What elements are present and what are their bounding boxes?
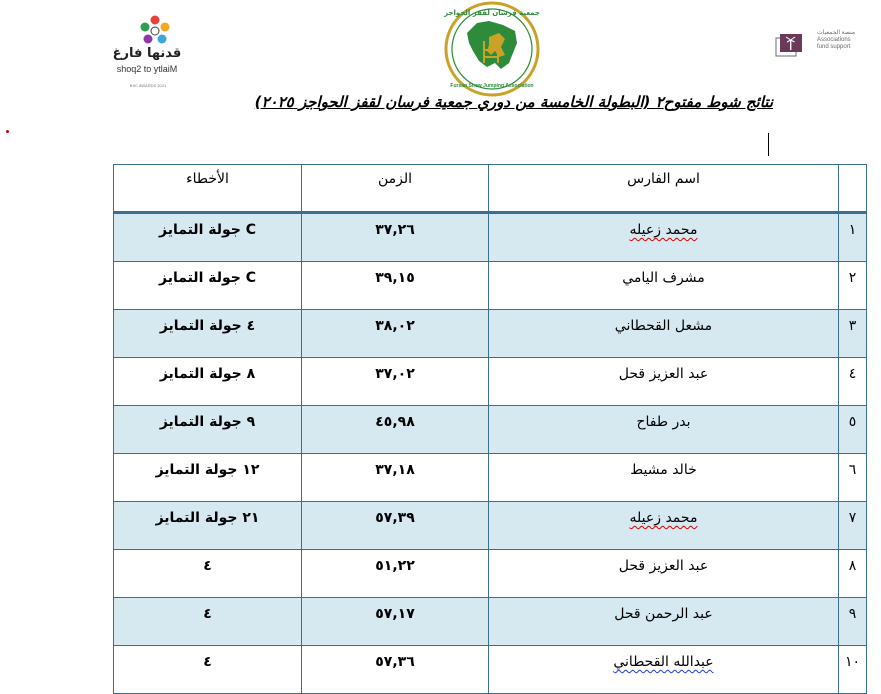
- ride-time: ٣٧,١٨: [302, 454, 489, 502]
- rider-name: عبد العزيز قحل: [489, 358, 839, 406]
- text-cursor: [768, 133, 769, 156]
- ride-time: ٥٧,٣٩: [302, 502, 489, 550]
- right-logo-text: [817, 30, 867, 51]
- row-index: ٥: [839, 406, 867, 454]
- right-sponsor-logo: [776, 28, 866, 64]
- table-row: [114, 262, 867, 310]
- palm-emblem-icon: [776, 32, 810, 60]
- ride-faults: ١٢ جولة التمايز: [114, 454, 302, 502]
- row-index: ٧: [839, 502, 867, 550]
- ride-faults: ٤ جولة التمايز: [114, 310, 302, 358]
- rider-name-text: عبدالله القحطاني: [613, 654, 714, 670]
- ride-faults: ٤: [114, 646, 302, 694]
- stray-red-dot: [6, 130, 9, 133]
- table-row: [114, 598, 867, 646]
- rider-name: خالد مشيط: [489, 454, 839, 502]
- row-index: ١٠: [839, 646, 867, 694]
- rider-name: [489, 213, 839, 262]
- ride-faults: ٤: [114, 550, 302, 598]
- ride-faults: C جولة التمايز: [114, 213, 302, 262]
- row-index: ٦: [839, 454, 867, 502]
- table-row: [114, 550, 867, 598]
- ride-faults: C جولة التمايز: [114, 262, 302, 310]
- ride-time: ٤٥,٩٨: [302, 406, 489, 454]
- ride-time: ٣٨,٠٢: [302, 310, 489, 358]
- rider-name: [489, 502, 839, 550]
- row-index: ٤: [839, 358, 867, 406]
- table-row: [114, 454, 867, 502]
- table-row: [114, 213, 867, 262]
- rider-name: بدر طفاح: [489, 406, 839, 454]
- ride-time: ٥٧,١٧: [302, 598, 489, 646]
- left-logo-arabic-name: قدنها فارغ: [112, 46, 182, 61]
- page-title: نتائج شوط مفتوح٢ (البطولة الخامسة من دوري جمعية فرسان لقفز الحواجز ٢٠٢٥): [254, 93, 773, 111]
- header-faults: الأخطاء: [114, 165, 302, 213]
- fursan-association-logo-icon: [443, 1, 541, 97]
- right-logo-line3: fund support: [817, 44, 851, 50]
- row-index: ٩: [839, 598, 867, 646]
- ride-time: ٣٩,١٥: [302, 262, 489, 310]
- rider-name: عبد العزيز قحل: [489, 550, 839, 598]
- table-row: [114, 502, 867, 550]
- results-table: [113, 164, 867, 694]
- left-sponsor-logo: [112, 14, 202, 94]
- rider-name: مشرف اليامي: [489, 262, 839, 310]
- rider-name-text: محمد زعيله: [629, 222, 698, 238]
- row-index: ٣: [839, 310, 867, 358]
- table-row: [114, 646, 867, 694]
- row-index: ١: [839, 213, 867, 262]
- ride-time: ٥٧,٣٦: [302, 646, 489, 694]
- ride-faults: ٩ جولة التمايز: [114, 406, 302, 454]
- ride-time: ٣٧,٠٢: [302, 358, 489, 406]
- table-row: [114, 310, 867, 358]
- ride-time: ٥١,٢٢: [302, 550, 489, 598]
- rider-name-text: محمد زعيله: [629, 510, 698, 526]
- table-header-row: [114, 165, 867, 213]
- header-index: [839, 165, 867, 213]
- left-logo-tagline: BSC AWARDS 2021: [129, 83, 167, 88]
- row-index: ٢: [839, 262, 867, 310]
- rider-name: [489, 646, 839, 694]
- header-time: الزمن: [302, 165, 489, 213]
- table-row: [114, 358, 867, 406]
- ride-time: ٣٧,٢٦: [302, 213, 489, 262]
- table-row: [114, 406, 867, 454]
- left-logo-english-name: shoq2 to ytlaiM: [116, 64, 178, 74]
- right-logo-line1: منصة الجمعيات: [817, 30, 856, 36]
- ride-faults: ٤: [114, 598, 302, 646]
- rider-name: عبد الرحمن قحل: [489, 598, 839, 646]
- results-table-body: [114, 213, 867, 694]
- ride-faults: ٢١ جولة التمايز: [114, 502, 302, 550]
- right-logo-line2: Associations: [817, 37, 851, 43]
- rider-name: مشعل القحطاني: [489, 310, 839, 358]
- center-logo-arabic-name: جمعية فرسان لقفز الحواجز: [444, 9, 540, 17]
- ride-faults: ٨ جولة التمايز: [114, 358, 302, 406]
- header-rider-name: اسم الفارس: [489, 165, 839, 213]
- center-logo-english-name: Fursan Show Jumping Association: [450, 83, 534, 89]
- flower-emblem-icon: [138, 14, 172, 48]
- row-index: ٨: [839, 550, 867, 598]
